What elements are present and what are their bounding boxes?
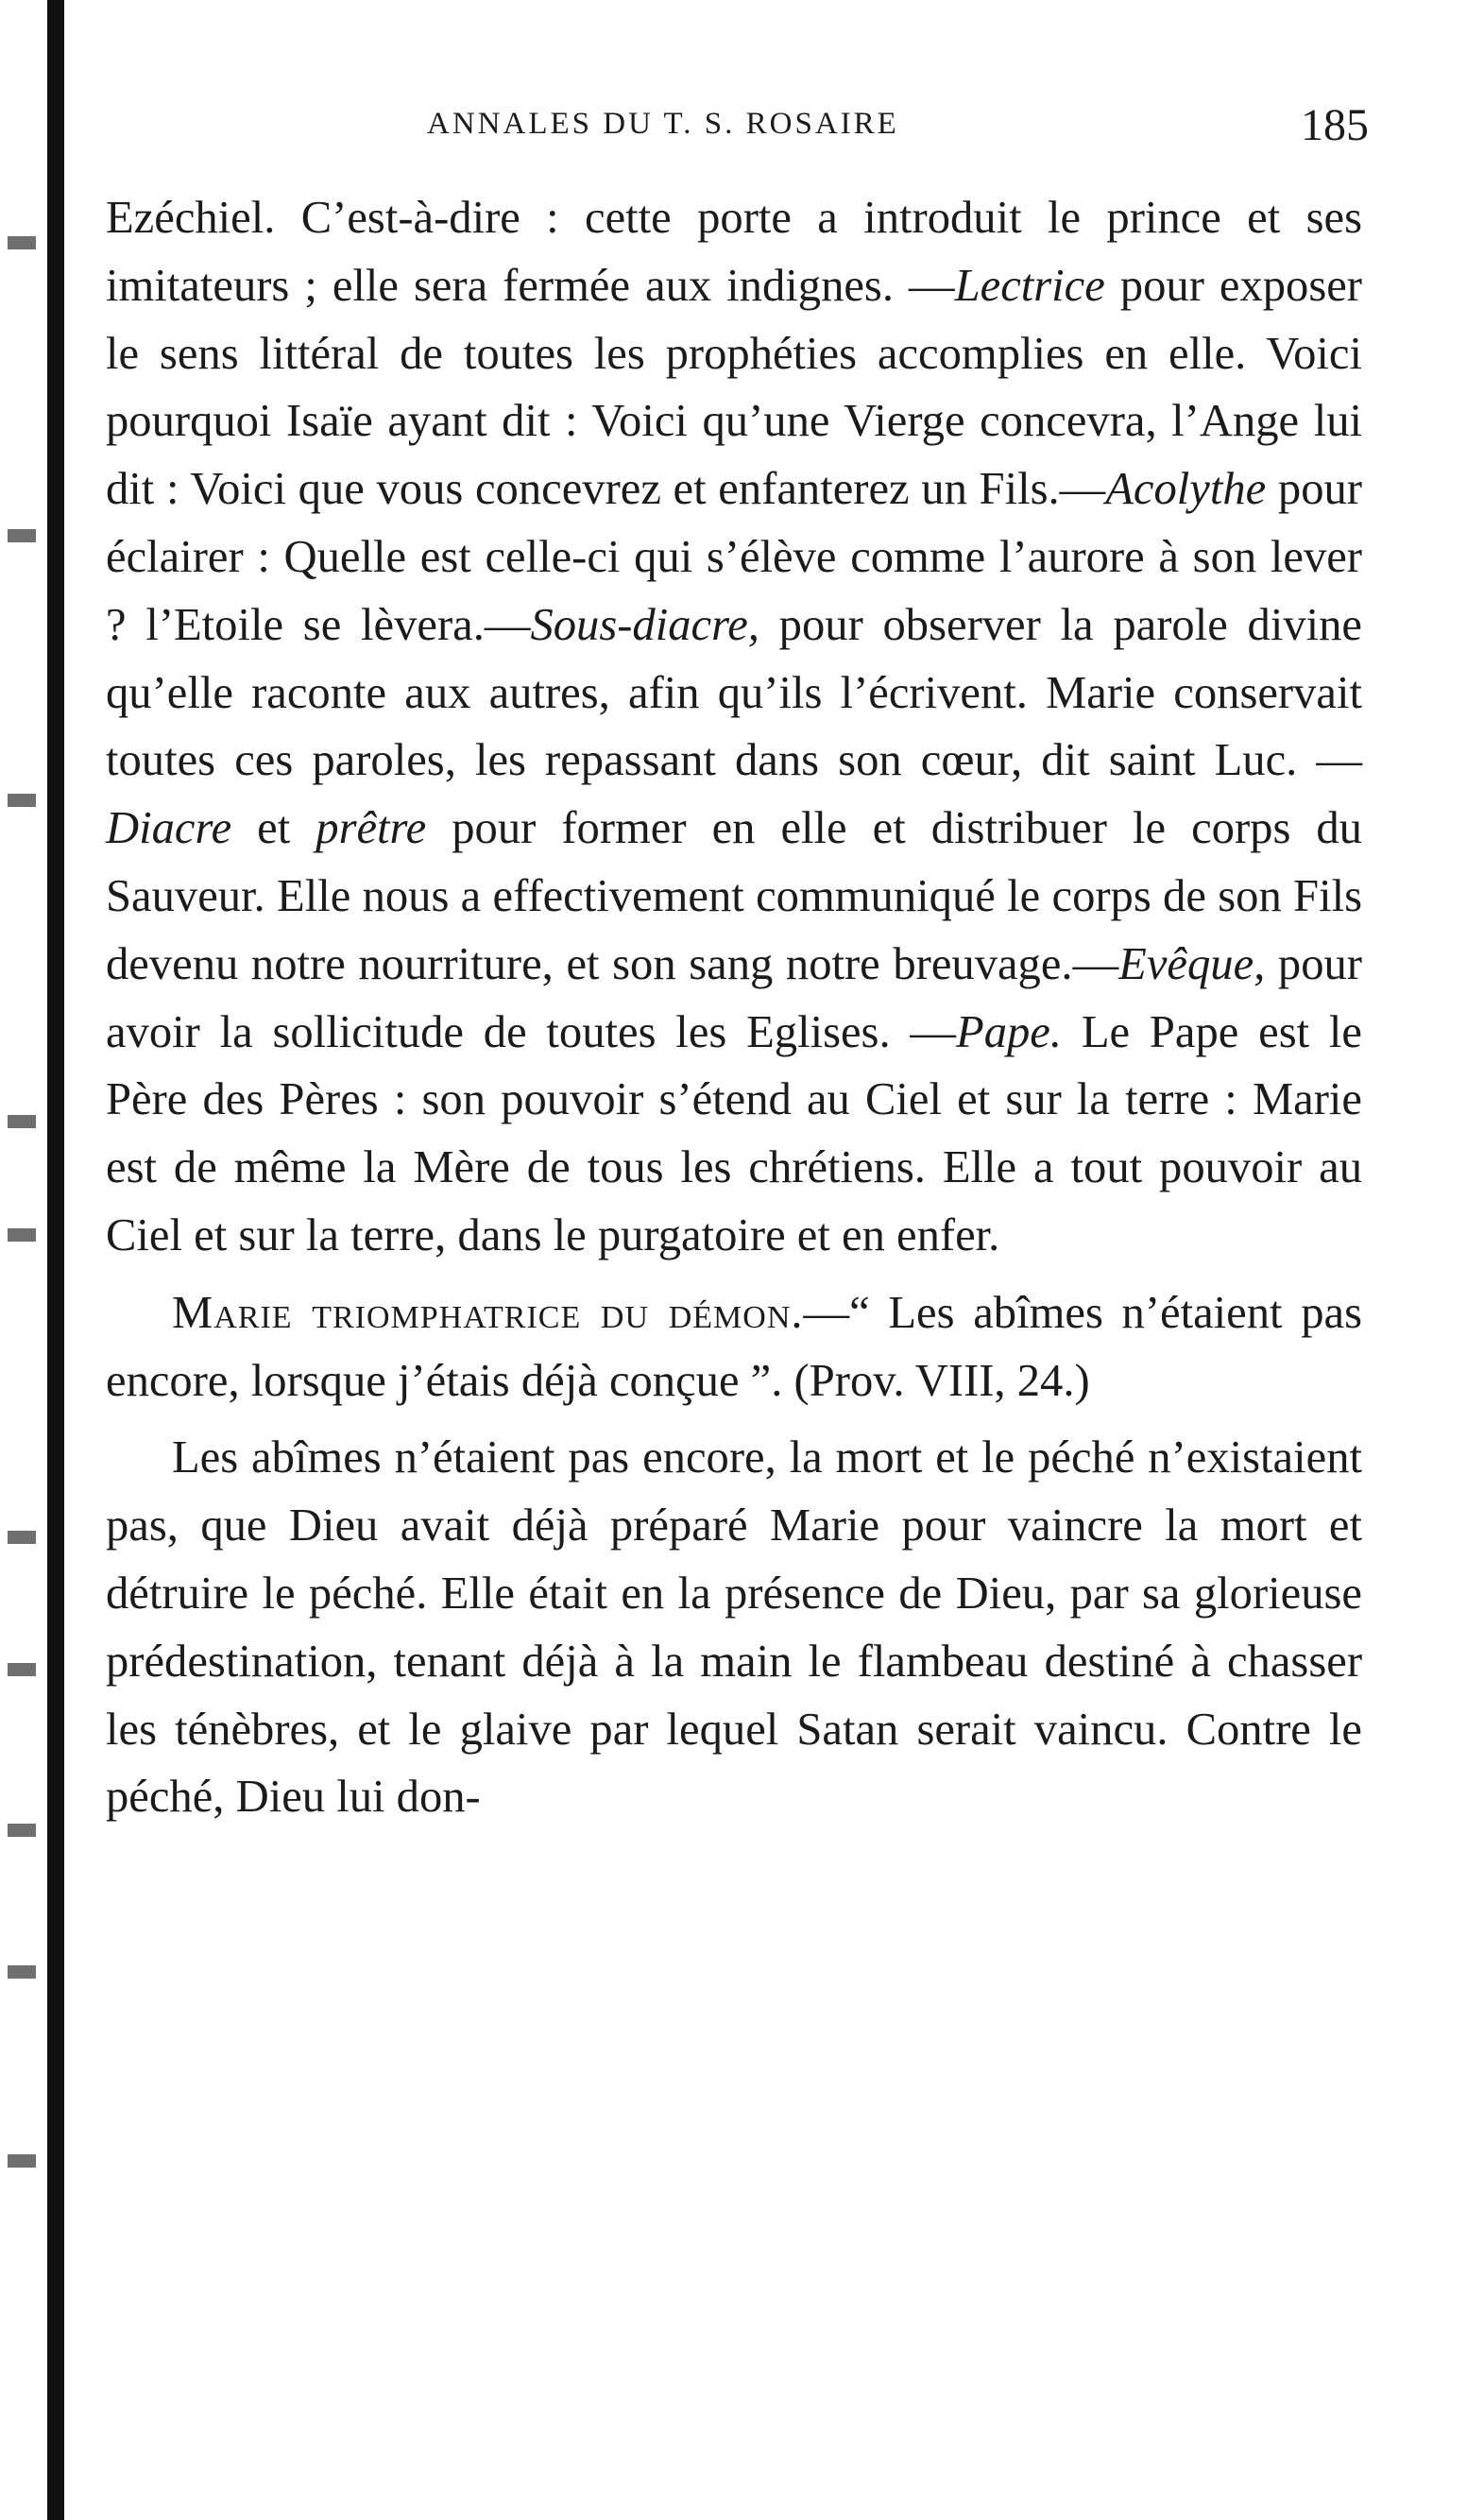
section-heading: Marie triomphatrice du démon. <box>172 1286 804 1338</box>
binding-edge <box>0 0 47 2520</box>
running-head: ANNALES DU T. S. ROSAIRE <box>427 107 899 141</box>
text-run: et <box>231 802 316 854</box>
italic-term-eveque: Evêque, <box>1118 937 1266 989</box>
page-number: 185 <box>1301 100 1369 150</box>
text-run: pour observer la parole divine qu’elle raconte aux autres, afin qu’ils l’écrivent. Marie conservait toutes ces paroles, les repassant dans son cœur, dit saint Luc. — <box>106 598 1362 786</box>
italic-term-diacre: Diacre <box>106 802 232 854</box>
italic-term-pape: Pape. <box>956 1005 1063 1057</box>
italic-term-pretre: prêtre <box>316 802 427 854</box>
text-run: Ezéchiel. C’est-à-dire : cette porte a introduit le prince et ses imitateurs ; elle sera fermée aux indignes. — <box>106 192 1362 311</box>
text-run: pour exposer le sens littéral de toutes les prophéties accomplies en elle. Voici pourquoi Isaïe ayant dit : Voici qu’une Vierge concevra, l’Ange lui dit : Voici que vous concevrez et enfanterez un Fils.— <box>106 259 1362 515</box>
text-run: —“ Les abîmes n’étaient pas encore, lorsque j’étais déjà conçue ”. (Prov. VIII, 24.) <box>106 1286 1362 1406</box>
text-run: pour éclairer : Quelle est celle-ci qui s’élève comme l’aurore à son lever ? l’Etoile se lèvera.— <box>106 463 1362 650</box>
text-run: pour avoir la sollicitude de toutes les Eglises. — <box>106 937 1362 1057</box>
page-header <box>106 99 1369 156</box>
binding-strip <box>47 0 64 2520</box>
body-text <box>106 184 1362 1831</box>
italic-term-lectrice: Lectrice <box>954 259 1105 311</box>
paragraph-3: Les abîmes n’étaient pas encore, la mort et le péché n’existaient pas, que Dieu avait déjà préparé Marie pour vaincre la mort et détruire le péché. Elle était en la présence de Dieu, par sa glorieuse prédestination, tenant déjà à la main le flambeau destiné à chasser les ténèbres, et le glaive par lequel Satan serait vaincu. Contre le péché, Dieu lui don- <box>106 1431 1362 1823</box>
paragraph-2 <box>106 1279 1362 1415</box>
text-run: Le Pape est le Père des Pères : son pouvoir s’étend au Ciel et sur la terre : Marie est de même la Mère de tous les chrétiens. Elle a tout pouvoir au Ciel et sur la terre, dans le purgatoire et en enfer. <box>106 1005 1362 1260</box>
italic-term-acolythe: Acolythe <box>1105 463 1267 515</box>
paragraph-1 <box>106 184 1362 1270</box>
italic-term-sous-diacre: Sous-diacre, <box>530 598 759 650</box>
text-run: pour former en elle et distribuer le corps du Sauveur. Elle nous a effectivement communiqué le corps de son Fils devenu notre nourriture, et son sang notre breuvage.— <box>106 802 1362 989</box>
